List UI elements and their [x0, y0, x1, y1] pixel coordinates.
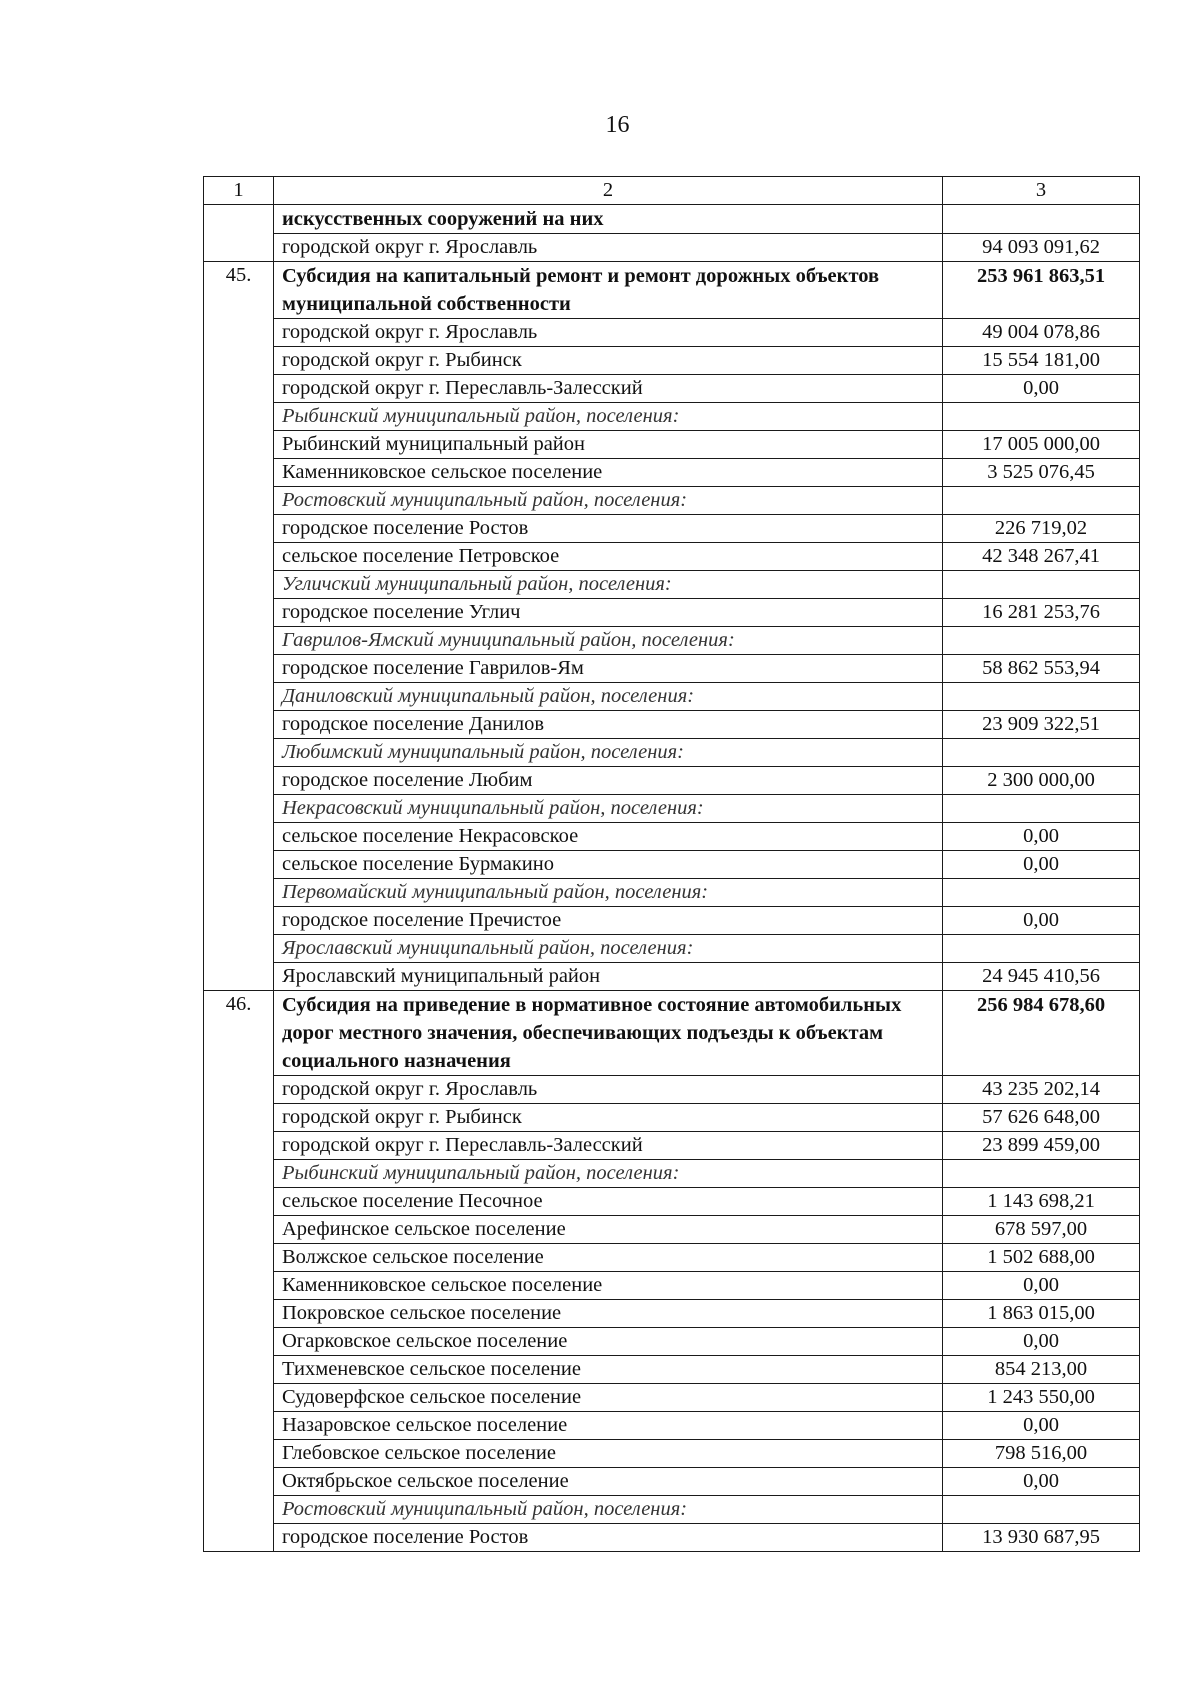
- amount-cell: 43 235 202,14: [943, 1076, 1140, 1104]
- table-row: [204, 1524, 1140, 1552]
- table-row: [204, 234, 1140, 262]
- amount-cell: 854 213,00: [943, 1356, 1140, 1384]
- continued-title-row: [204, 205, 1140, 234]
- amount-cell: 0,00: [943, 907, 1140, 935]
- amount-cell: [943, 487, 1140, 515]
- recipient-name: городское поселение Данилов: [274, 711, 943, 739]
- table-row: [204, 1104, 1140, 1132]
- recipient-name: Каменниковское сельское поселение: [274, 459, 943, 487]
- amount-cell: 58 862 553,94: [943, 655, 1140, 683]
- amount-cell: 798 516,00: [943, 1440, 1140, 1468]
- item-number-cell: [204, 879, 274, 907]
- district-subheader-row: [204, 403, 1140, 431]
- amount-cell: 1 502 688,00: [943, 1244, 1140, 1272]
- amount-cell: [943, 1160, 1140, 1188]
- table-row: [204, 711, 1140, 739]
- item-number-cell: [204, 627, 274, 655]
- subsidy-table: [203, 176, 1140, 1552]
- recipient-name: Рыбинский муниципальный район: [274, 431, 943, 459]
- district-subheader-row: [204, 571, 1140, 599]
- table-row: [204, 431, 1140, 459]
- item-number-cell: [204, 1216, 274, 1244]
- district-subheader-row: [204, 879, 1140, 907]
- district-subheader: Любимский муниципальный район, поселения:: [274, 739, 943, 767]
- item-number-cell: [204, 431, 274, 459]
- item-number-cell: 45.: [204, 262, 274, 319]
- item-number-cell: [204, 205, 274, 234]
- table-row: [204, 515, 1140, 543]
- item-number-cell: [204, 711, 274, 739]
- item-number-cell: 46.: [204, 991, 274, 1076]
- recipient-name: Волжское сельское поселение: [274, 1244, 943, 1272]
- amount-cell: 23 899 459,00: [943, 1132, 1140, 1160]
- recipient-name: сельское поселение Петровское: [274, 543, 943, 571]
- item-number-cell: [204, 655, 274, 683]
- recipient-name: городской округ г. Рыбинск: [274, 1104, 943, 1132]
- item-number-cell: [204, 907, 274, 935]
- amount-cell: [943, 627, 1140, 655]
- amount-cell: 3 525 076,45: [943, 459, 1140, 487]
- district-subheader: Ростовский муниципальный район, поселения:: [274, 1496, 943, 1524]
- district-subheader: Гаврилов-Ямский муниципальный район, поселения:: [274, 627, 943, 655]
- item-number-cell: [204, 599, 274, 627]
- recipient-name: сельское поселение Бурмакино: [274, 851, 943, 879]
- amount-cell: [943, 795, 1140, 823]
- item-number-cell: [204, 234, 274, 262]
- item-number-cell: [204, 683, 274, 711]
- amount-cell: 49 004 078,86: [943, 319, 1140, 347]
- recipient-name: городской округ г. Ярославль: [274, 319, 943, 347]
- subsidy-table-body: [204, 177, 1140, 1552]
- table-row: [204, 1244, 1140, 1272]
- item-number-cell: [204, 487, 274, 515]
- table-row: [204, 1440, 1140, 1468]
- district-subheader-row: [204, 487, 1140, 515]
- item-number-cell: [204, 935, 274, 963]
- recipient-name: Судоверфское сельское поселение: [274, 1384, 943, 1412]
- amount-cell: 2 300 000,00: [943, 767, 1140, 795]
- subsidy-title: Субсидия на приведение в нормативное состояние автомобильных дорог местного значения, обеспечивающих подъезды к объектам социального назначения: [274, 991, 943, 1076]
- amount-cell: 94 093 091,62: [943, 234, 1140, 262]
- item-number-cell: [204, 1104, 274, 1132]
- column-header-3: 3: [943, 177, 1140, 205]
- amount-cell: [943, 935, 1140, 963]
- table-row: [204, 1468, 1140, 1496]
- recipient-name: Арефинское сельское поселение: [274, 1216, 943, 1244]
- recipient-name: Назаровское сельское поселение: [274, 1412, 943, 1440]
- amount-cell: 16 281 253,76: [943, 599, 1140, 627]
- item-number-cell: [204, 515, 274, 543]
- amount-cell: [943, 1496, 1140, 1524]
- amount-cell: 57 626 648,00: [943, 1104, 1140, 1132]
- subsidy-total: 253 961 863,51: [943, 262, 1140, 319]
- table-row: [204, 851, 1140, 879]
- item-number-cell: [204, 1468, 274, 1496]
- subsidy-title-row: [204, 991, 1140, 1076]
- table-header-row: [204, 177, 1140, 205]
- item-number-cell: [204, 459, 274, 487]
- amount-cell: 1 243 550,00: [943, 1384, 1140, 1412]
- amount-cell: 1 863 015,00: [943, 1300, 1140, 1328]
- district-subheader: Ярославский муниципальный район, поселения:: [274, 935, 943, 963]
- recipient-name: городской округ г. Переславль-Залесский: [274, 375, 943, 403]
- table-row: [204, 459, 1140, 487]
- recipient-name: сельское поселение Некрасовское: [274, 823, 943, 851]
- recipient-name: Каменниковское сельское поселение: [274, 1272, 943, 1300]
- district-subheader-row: [204, 795, 1140, 823]
- subsidy-title-row: [204, 262, 1140, 319]
- item-number-cell: [204, 375, 274, 403]
- district-subheader-row: [204, 935, 1140, 963]
- table-row: [204, 1356, 1140, 1384]
- item-number-cell: [204, 1496, 274, 1524]
- item-number-cell: [204, 1244, 274, 1272]
- item-number-cell: [204, 1160, 274, 1188]
- table-row: [204, 319, 1140, 347]
- table-row: [204, 767, 1140, 795]
- recipient-name: городской округ г. Ярославль: [274, 1076, 943, 1104]
- item-number-cell: [204, 571, 274, 599]
- amount-cell: 0,00: [943, 1328, 1140, 1356]
- district-subheader: Даниловский муниципальный район, поселения:: [274, 683, 943, 711]
- continued-title: искусственных сооружений на них: [274, 205, 943, 234]
- table-row: [204, 655, 1140, 683]
- recipient-name: городское поселение Гаврилов-Ям: [274, 655, 943, 683]
- district-subheader-row: [204, 739, 1140, 767]
- recipient-name: Глебовское сельское поселение: [274, 1440, 943, 1468]
- amount-cell: 42 348 267,41: [943, 543, 1140, 571]
- amount-cell: 678 597,00: [943, 1216, 1140, 1244]
- district-subheader: Некрасовский муниципальный район, поселения:: [274, 795, 943, 823]
- item-number-cell: [204, 1300, 274, 1328]
- recipient-name: городское поселение Любим: [274, 767, 943, 795]
- recipient-name: сельское поселение Песочное: [274, 1188, 943, 1216]
- item-number-cell: [204, 767, 274, 795]
- item-number-cell: [204, 1272, 274, 1300]
- subsidy-title: Субсидия на капитальный ремонт и ремонт дорожных объектов муниципальной собственности: [274, 262, 943, 319]
- recipient-name: городское поселение Ростов: [274, 515, 943, 543]
- amount-cell: [943, 205, 1140, 234]
- district-subheader: Первомайский муниципальный район, поселения:: [274, 879, 943, 907]
- item-number-cell: [204, 1328, 274, 1356]
- item-number-cell: [204, 963, 274, 991]
- table-row: [204, 823, 1140, 851]
- table-row: [204, 1328, 1140, 1356]
- amount-cell: 1 143 698,21: [943, 1188, 1140, 1216]
- item-number-cell: [204, 1440, 274, 1468]
- amount-cell: 24 945 410,56: [943, 963, 1140, 991]
- table-row: [204, 1076, 1140, 1104]
- recipient-name: городской округ г. Ярославль: [274, 234, 943, 262]
- amount-cell: 13 930 687,95: [943, 1524, 1140, 1552]
- district-subheader-row: [204, 627, 1140, 655]
- item-number-cell: [204, 823, 274, 851]
- amount-cell: [943, 571, 1140, 599]
- item-number-cell: [204, 795, 274, 823]
- item-number-cell: [204, 1356, 274, 1384]
- recipient-name: городской округ г. Рыбинск: [274, 347, 943, 375]
- item-number-cell: [204, 319, 274, 347]
- amount-cell: 17 005 000,00: [943, 431, 1140, 459]
- recipient-name: Огарковское сельское поселение: [274, 1328, 943, 1356]
- item-number-cell: [204, 851, 274, 879]
- table-row: [204, 1272, 1140, 1300]
- recipient-name: Ярославский муниципальный район: [274, 963, 943, 991]
- amount-cell: 0,00: [943, 1412, 1140, 1440]
- table-row: [204, 1216, 1140, 1244]
- subsidy-total: 256 984 678,60: [943, 991, 1140, 1076]
- item-number-cell: [204, 1412, 274, 1440]
- amount-cell: [943, 683, 1140, 711]
- amount-cell: 23 909 322,51: [943, 711, 1140, 739]
- item-number-cell: [204, 1132, 274, 1160]
- recipient-name: Покровское сельское поселение: [274, 1300, 943, 1328]
- item-number-cell: [204, 543, 274, 571]
- amount-cell: 0,00: [943, 1272, 1140, 1300]
- amount-cell: 226 719,02: [943, 515, 1140, 543]
- item-number-cell: [204, 1188, 274, 1216]
- item-number-cell: [204, 403, 274, 431]
- amount-cell: [943, 403, 1140, 431]
- table-row: [204, 1384, 1140, 1412]
- table-row: [204, 1188, 1140, 1216]
- amount-cell: 0,00: [943, 1468, 1140, 1496]
- amount-cell: 0,00: [943, 851, 1140, 879]
- column-header-2: 2: [274, 177, 943, 205]
- table-row: [204, 1132, 1140, 1160]
- district-subheader-row: [204, 1160, 1140, 1188]
- district-subheader-row: [204, 683, 1140, 711]
- district-subheader: Рыбинский муниципальный район, поселения:: [274, 1160, 943, 1188]
- item-number-cell: [204, 739, 274, 767]
- item-number-cell: [204, 1076, 274, 1104]
- table-row: [204, 1300, 1140, 1328]
- item-number-cell: [204, 1524, 274, 1552]
- table-row: [204, 375, 1140, 403]
- recipient-name: городской округ г. Переславль-Залесский: [274, 1132, 943, 1160]
- table-row: [204, 347, 1140, 375]
- amount-cell: 0,00: [943, 375, 1140, 403]
- recipient-name: Октябрьское сельское поселение: [274, 1468, 943, 1496]
- amount-cell: [943, 739, 1140, 767]
- recipient-name: Тихменевское сельское поселение: [274, 1356, 943, 1384]
- page-number: 16: [605, 112, 630, 138]
- amount-cell: 0,00: [943, 823, 1140, 851]
- amount-cell: 15 554 181,00: [943, 347, 1140, 375]
- table-row: [204, 543, 1140, 571]
- recipient-name: городское поселение Углич: [274, 599, 943, 627]
- district-subheader: Рыбинский муниципальный район, поселения:: [274, 403, 943, 431]
- item-number-cell: [204, 347, 274, 375]
- district-subheader: Угличский муниципальный район, поселения:: [274, 571, 943, 599]
- recipient-name: городское поселение Ростов: [274, 1524, 943, 1552]
- table-row: [204, 907, 1140, 935]
- district-subheader: Ростовский муниципальный район, поселения:: [274, 487, 943, 515]
- column-header-1: 1: [204, 177, 274, 205]
- table-row: [204, 1412, 1140, 1440]
- district-subheader-row: [204, 1496, 1140, 1524]
- recipient-name: городское поселение Пречистое: [274, 907, 943, 935]
- item-number-cell: [204, 1384, 274, 1412]
- table-row: [204, 599, 1140, 627]
- amount-cell: [943, 879, 1140, 907]
- table-row: [204, 963, 1140, 991]
